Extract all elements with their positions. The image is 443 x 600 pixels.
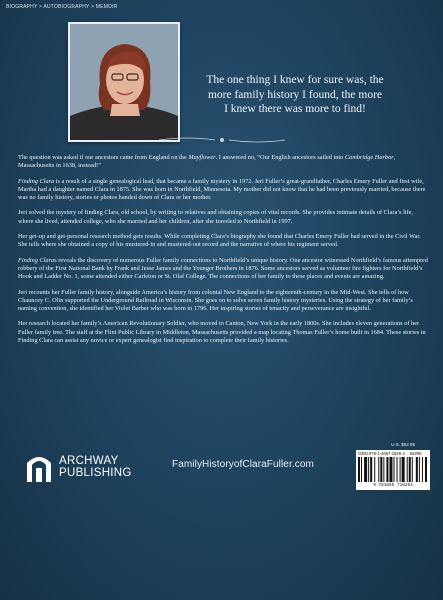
archway-logo-icon: [24, 451, 54, 483]
ean-digits: 9 781665 718264: [373, 483, 413, 488]
barcode-bar: [358, 457, 360, 482]
barcode-bar: [416, 457, 418, 482]
book-title-italic: Finding Clara: [18, 177, 55, 185]
barcode-bar: [397, 457, 398, 482]
pull-quote: [164, 73, 426, 117]
paragraph: Jeri solved the mystery of finding Clara, old school, by writing to relatives and obtaining copies of vital records. She provides intimate details of Clara’s life, where she lived, attended college, who she married and her children, after she traveled to Northfield in 1997.: [18, 209, 414, 225]
barcode-bar: [422, 457, 423, 482]
isbn-number: ISBN 978-1-4657-1826-4: [358, 451, 405, 456]
quote-line: more family history I found, the more: [207, 88, 383, 101]
category-label: BIOGRAPHY > AUTOBIOGRAPHY > MEMOIR: [6, 4, 118, 10]
price-code: 56295: [409, 451, 422, 456]
barcode-bar: [394, 457, 395, 482]
paragraph: [18, 154, 428, 171]
text-span: The question was asked if our ancestors came from England on the: [18, 154, 189, 161]
text-span: s reveals the discovery of numerous Fuller family connections to Northfield’s unique history. One ancestor witnessed Northfield’s famous attempted robbery of the First National Bank by Frank and Jesse James and the Younger Brothers in 1876. Some ancestors served as volunteer fire fighters for Northfield’s Hook and Ladder No. 1, some attended either Carleton or St. Olaf College. The connections of her family to these places and events are amazing.: [18, 256, 428, 281]
website-url: FamilyHistoryofClaraFuller.com: [172, 459, 314, 470]
barcode: [356, 450, 430, 490]
quote-line: I knew there was more to find!: [224, 103, 366, 115]
quote-line: The one thing I knew for sure was, the: [206, 74, 384, 86]
barcode-bar: [400, 457, 401, 482]
harbor-name: Cambridge Harbor: [344, 154, 394, 161]
barcode-bar: [383, 457, 384, 482]
barcode-bar: [412, 457, 413, 482]
paragraph: Her research located her family’s American Revolutionary Soldier, who moved to Canton, New York in the early 1800s. She includes eleven generations of her Fuller family tree. The staff at the Flint Public Library in Middleton, Massachusetts provided a map locating Thomas Fuller’s home built in 1684. These stories in Finding Clara can assist any novice or expert genealogist find inspiration to complete their family histories.: [18, 320, 426, 345]
barcode-bar: [364, 457, 367, 482]
barcode-bar: [368, 457, 369, 482]
publisher-logo: [24, 451, 132, 483]
barcode-bar: [361, 457, 362, 482]
publisher-name: [59, 455, 132, 480]
barcode-bar: [386, 457, 388, 482]
flourish-divider: [157, 136, 287, 144]
text-span: . I answered no, “Our English ancestors sailed into: [215, 154, 345, 161]
barcode-bars: [358, 457, 428, 482]
barcode-bar: [389, 457, 392, 482]
barcode-bar: [378, 457, 379, 482]
price-label: U.S. $62.95: [391, 442, 415, 447]
publisher-line: ARCHWAY: [59, 454, 119, 467]
paragraph: Her get-up and get-personal research method gets results. While completing Clara’s biography she found that Charles Emery Fuller had served in the Civil War. She tells where she obtained a copy of his mustered-in and mustered-out record and the narrative of where his regiment served.: [18, 233, 421, 249]
description-text: [18, 154, 428, 352]
barcode-bar: [374, 457, 375, 482]
barcode-bar: [419, 457, 420, 482]
barcode-bar: [402, 457, 405, 482]
isbn-text: [358, 451, 428, 456]
paragraph: [18, 178, 428, 203]
barcode-bar: [425, 457, 427, 482]
book-title-italic: Finding Clara: [18, 256, 55, 264]
barcode-bar: [409, 457, 411, 482]
text-span: is a result of a single genealogical lead, that became a family mystery in 1972. Jeri Fuller’s great-grandfather, Charles Emery Fuller and first wife, Martha had a daughter named Clara in 1875. She was born in Northfield, Minnesota. My mother did not know that he had been previously married, because there was no family history, stories or photos handed down of Clara or her mother.: [18, 177, 426, 202]
publisher-line: PUBLISHING: [59, 467, 132, 479]
barcode-bar: [370, 457, 372, 482]
ship-name: Mayflower: [188, 154, 216, 161]
barcode-bar: [380, 457, 382, 482]
paragraph: [18, 257, 428, 282]
text-span: , Massachusetts in 1638, instead!”: [18, 154, 396, 170]
paragraph: Jeri recounts her Fuller family history, alongside America’s history from colonial New England to the eighteenth-century in the Mid-West. She tells of how Chauncey C. Olin supported the Underground Railroad in Wisconsin. She goes on to solve seven family history mysteries. Using the strategy of her family’s naming convention, she identified her Violet Barber who was born in 1796. Her inspiring stories of tenacity and perseverance are insightful.: [18, 288, 413, 313]
barcode-bar: [407, 457, 408, 482]
